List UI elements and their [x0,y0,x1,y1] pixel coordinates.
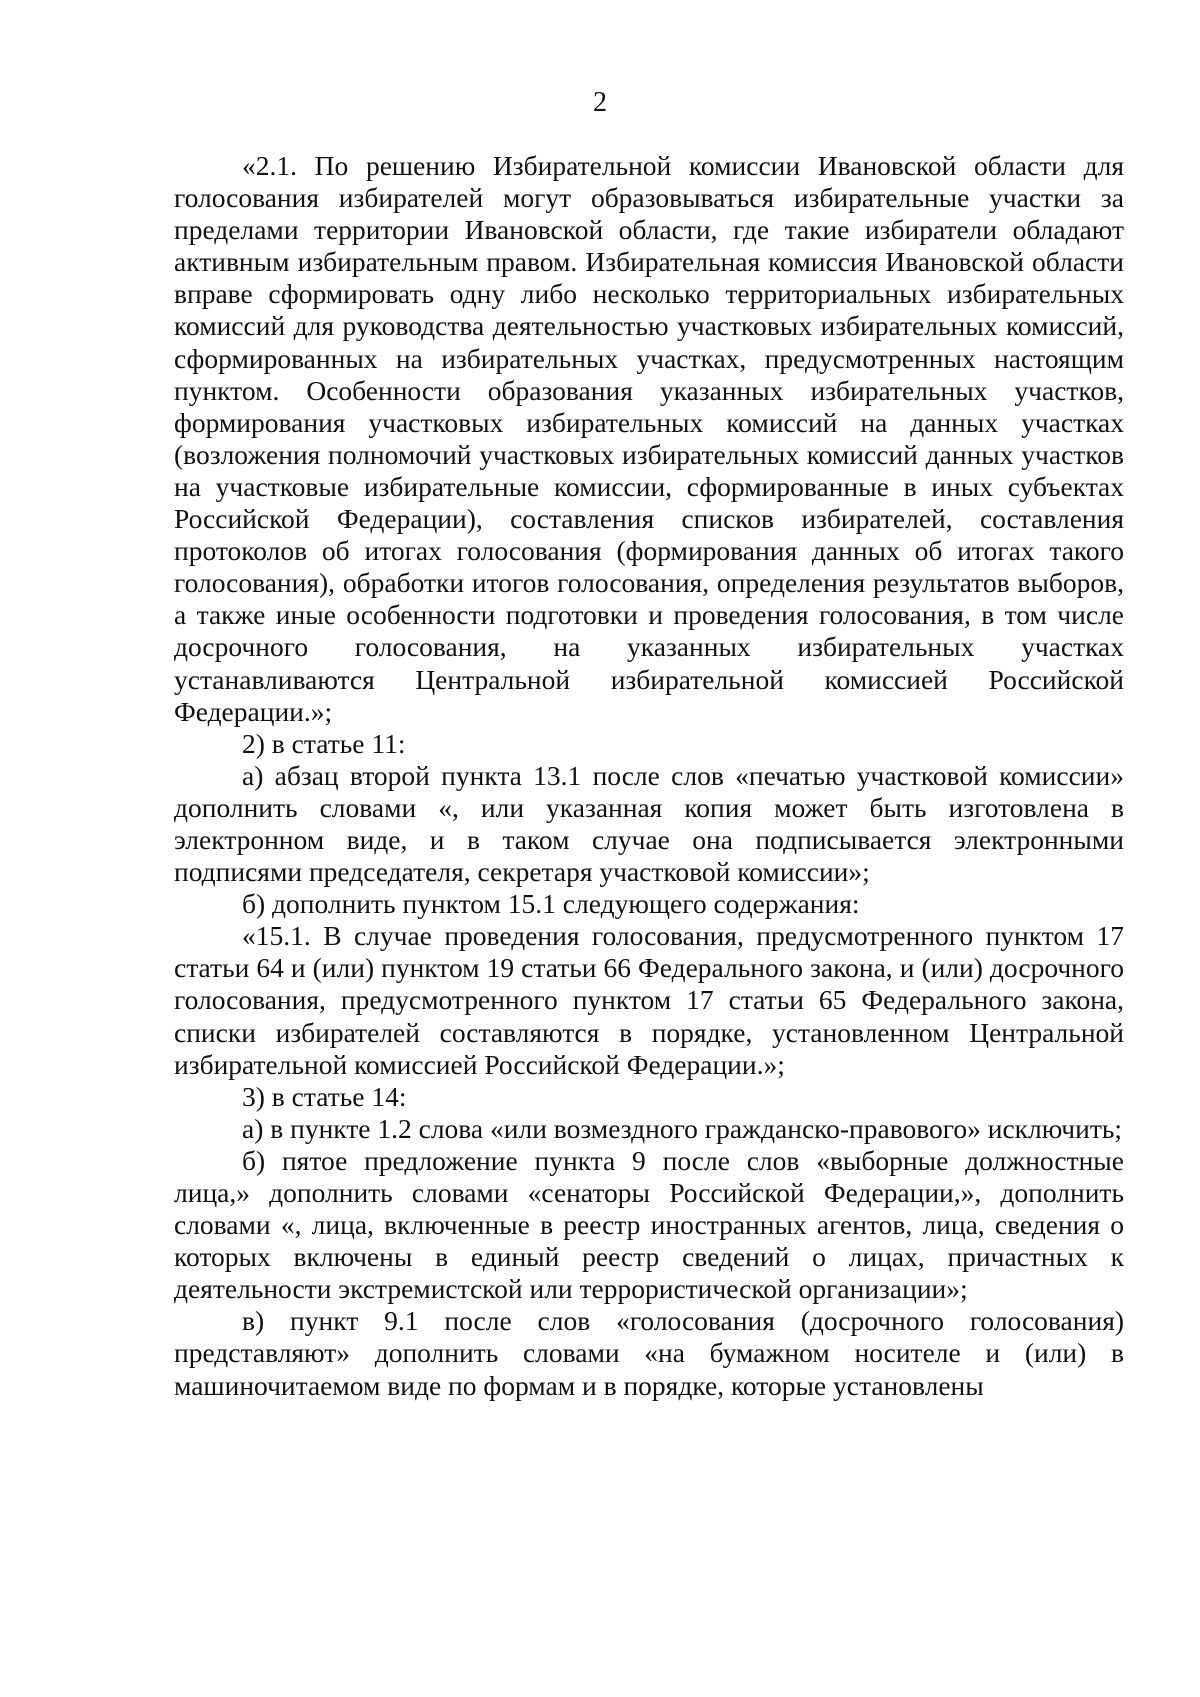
paragraph-article-14-a: а) в пункте 1.2 слова «или возмездного гражданско-правового» исключить; [242,1112,1123,1144]
document-body [174,150,1124,1402]
paragraph-article-11: 2) в статье 11: [242,727,406,759]
paragraph-article-14-v: в) пункт 9.1 после слов «голосования (досрочного голосования) представляют» дополнить словами «на бумажном носителе и (или) в машиночитаемом виде по формам и в порядке, которые установлены [174,1305,1124,1401]
paragraph-article-14: 3) в статье 14: [242,1080,407,1112]
paragraph-article-14-b: б) пятое предложение пункта 9 после слов «выборные должностные лица,» дополнить словами «сенаторы Российской Федерации,», дополнить словами «, лица, включенные в реестр иностранных агентов, лица, сведения о которых включены в единый реестр сведений о лицах, причастных к деятельности экстремистской или террористической организации»; [174,1144,1124,1305]
page-number: 2 [593,87,607,118]
paragraph-2-1-text: «2.1. По решению Избирательной комиссии Ивановской области для голосования избирателей могут образовываться избирательные участки за пределами территории Ивановской области, где такие избиратели обладают активным избирательным правом. Избирательная комиссия Ивановской области вправе сформировать одну либо несколько территориальных избирательных комиссий для руководства деятельностью участковых избирательных комиссий, сформированных на избирательных участках, предусмотренных настоящим пунктом. Особенности образования указанных избирательных участков, формирования участковых избирательных комиссий на данных участках (возложения полномочий участковых избирательных комиссий данных участков на участковые избирательные комиссии, сформированные в иных субъектах Российской Федерации), составления списков избирателей, составления протоколов об итогах голосования (формирования данных об итогах такого голосования), обработки итогов голосования, определения результатов выборов, а также иные особенности подготовки и проведения голосования, в том числе досрочного голосования, на указанных избирательных участках устанавливаются Центральной избирательной комиссией Российской Федерации.»; [174,150,1124,727]
paragraph-15-1-text: «15.1. В случае проведения голосования, предусмотренного пунктом 17 статьи 64 и (или) пунктом 19 статьи 66 Федерального закона, и (или) досрочного голосования, предусмотренного пунктом 17 статьи 65 Федерального закона, списки избирателей составляются в порядке, установленном Центральной избирательной комиссией Российской Федерации.»; [174,920,1124,1080]
paragraph-article-11-a: а) абзац второй пункта 13.1 после слов «печатью участковой комиссии» дополнить словами «, или указанная копия может быть изготовлена в электронном виде, и в таком случае она подписывается электронными подписями председателя, секретаря участковой комиссии»; [174,759,1124,888]
paragraph-article-11-b: б) дополнить пунктом 15.1 следующего содержания: [242,888,860,920]
